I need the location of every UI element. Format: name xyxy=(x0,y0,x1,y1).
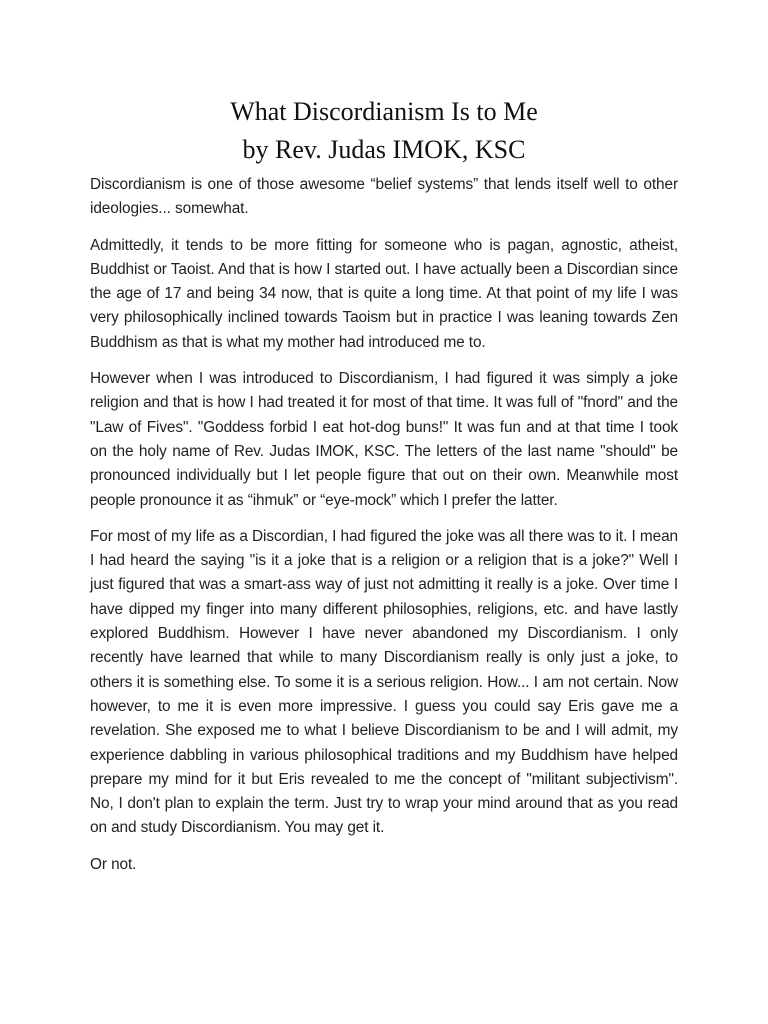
paragraph-2: Admittedly, it tends to be more fitting for someone who is pagan, agnostic, atheist, Buddhist or Taoist. And that is how I started out. I have actually been a Discordian since the age of 17 and being 34 now, that is quite a long time. At that point of my life I was very philosophically inclined towards Taoism but in practice I was leaning towards Zen Buddhism as that is what my mother had introduced me to. xyxy=(90,236,678,351)
document-title: What Discordianism Is to Me xyxy=(230,97,538,126)
paragraph-4: For most of my life as a Discordian, I had figured the joke was all there was to it. I mean I had heard the saying "is it a joke that is a religion or a religion that is a joke?" Well I just figured that was a smart-ass way of just not admitting it really is a joke. Over time I have dipped my finger into many different philosophies, religions, etc. and have lastly explored Buddhism. However I have never abandoned my Discordianism. I only recently have learned that while to many Discordianism really is only just a joke, to others it is something else. To some it is a serious religion. How... I am not certain. Now however, to me it is even more impressive. I guess you could say Eris gave me a revelation. She exposed me to what I believe Discordianism to be and I will admit, my experience dabbling in various philosophical traditions and my Buddhism have helped prepare my mind for it but Eris revealed to me the concept of "militant subjectivism". No, I don't plan to explain the term. Just try to wrap your mind around that as you read on and study Discordianism. You may get it. xyxy=(90,527,678,837)
paragraph-3: However when I was introduced to Discordianism, I had figured it was simply a joke religion and that is how I had treated it for most of that time. It was full of "fnord" and the "Law of Fives". "Goddess forbid I eat hot-dog buns!" It was fun and at that time I took on the holy name of Rev. Judas IMOK, KSC. The letters of the last name "should" be pronounced individually but I let people figure that out on their own. Meanwhile most people pronounce it as “ihmuk” or “eye-mock” which I prefer the latter. xyxy=(90,370,678,509)
document-page xyxy=(90,95,678,889)
document-byline: by Rev. Judas IMOK, KSC xyxy=(242,135,526,164)
paragraph-5: Or not. xyxy=(90,855,137,873)
paragraph-1: Discordianism is one of those awesome “belief systems” that lends itself well to other ideologies... somewhat. xyxy=(90,176,678,218)
